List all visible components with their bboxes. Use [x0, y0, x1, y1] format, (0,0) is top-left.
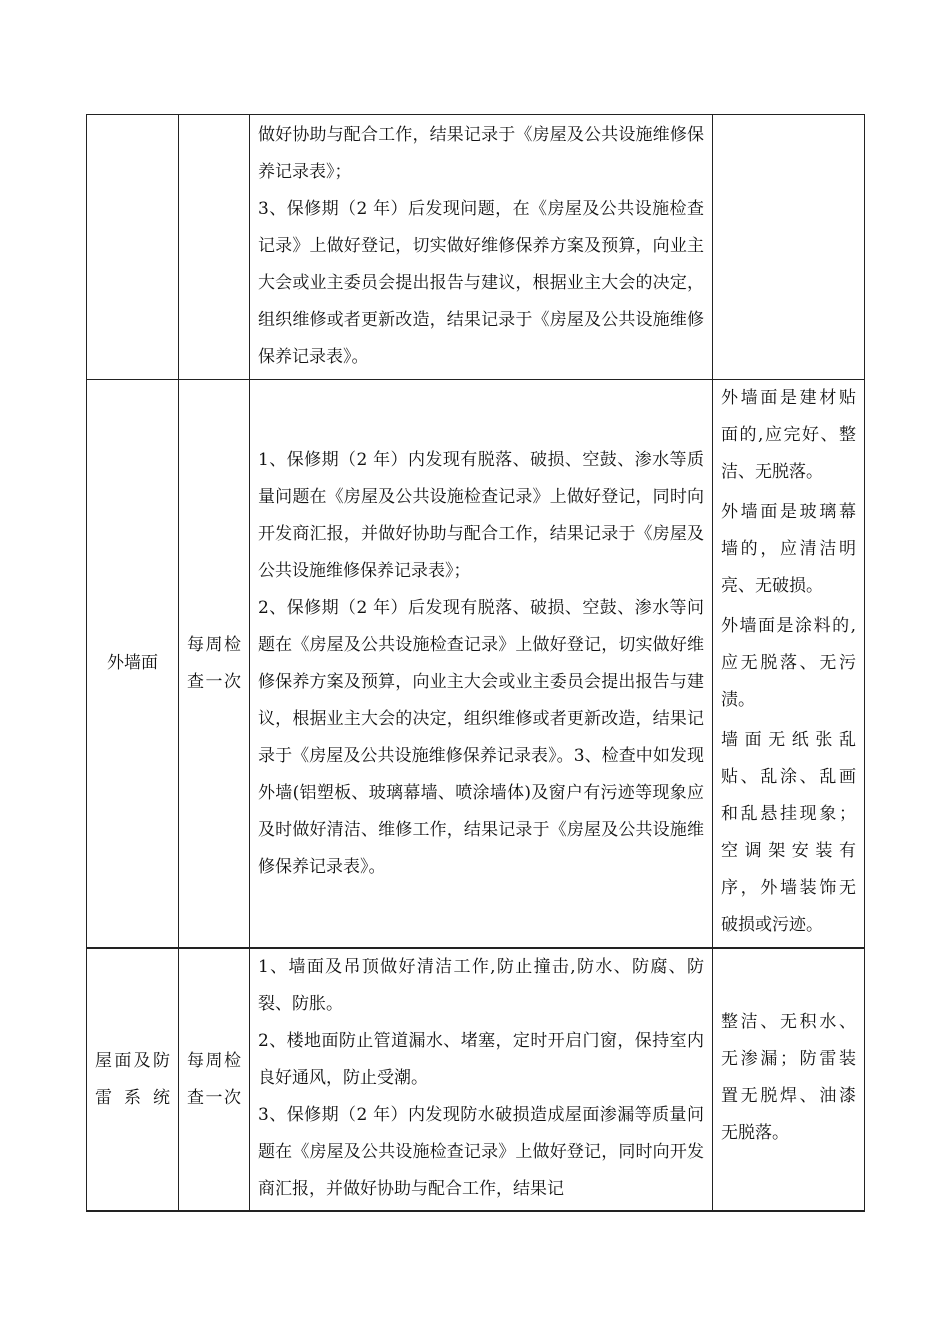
standard-paragraph: 墙面无纸张乱贴、乱涂、乱画和乱悬挂现象；空调架安装有序，外墙装饰无破损或污迹。: [721, 730, 856, 935]
item-name-cell: 外墙面: [87, 380, 179, 949]
standard-cell: [713, 380, 865, 949]
standard-paragraph: 外墙面是建材贴面的,应完好、整洁、无脱落。: [721, 388, 856, 482]
description-paragraph: 3、保修期（2 年）内发现防水破损造成屋面渗漏等质量问题在《房屋及公共设施检查记录》上做好登记，同时向开发商汇报，并做好协助与配合工作，结果记: [258, 1105, 704, 1199]
standard-cell: [713, 948, 865, 1211]
standard-paragraph: 整洁、无积水、无渗漏；防雷装置无脱焊、油漆无脱落。: [721, 1012, 856, 1143]
description-cell: [250, 948, 713, 1211]
description-paragraph: 3、保修期（2 年）后发现问题，在《房屋及公共设施检查记录》上做好登记，切实做好维修保养方案及预算，向业主大会或业主委员会提出报告与建议，根据业主大会的决定，组织维修或者更新改造，结果记录于《房屋及公共设施维修保养记录表》。: [258, 199, 704, 367]
table-row: [87, 380, 865, 949]
standard-paragraph: 外墙面是涂料的,应无脱落、无污渍。: [721, 616, 856, 710]
description-paragraph: 2、保修期（2 年）后发现有脱落、破损、空鼓、渗水等问题在《房屋及公共设施检查记录》上做好登记，切实做好维修保养方案及预算，向业主大会或业主委员会提出报告与建议，根据业主大会的决定，组织维修或者更新改造，结果记录于《房屋及公共设施维修保养记录表》。3、检查中如发现外墙(铝塑板、玻璃幕墙、喷涂墙体)及窗户有污迹等现象应及时做好清洁、维修工作，结果记录于《房屋及公共设施维修保养记录表》。: [258, 597, 704, 877]
description-paragraph: 1、保修期（2 年）内发现有脱落、破损、空鼓、渗水等质量问题在《房屋及公共设施检查记录》上做好登记，同时向开发商汇报，并做好协助与配合工作，结果记录于《房屋及公共设施维修保养记录表》；: [258, 449, 704, 581]
description-paragraph: 1、墙面及吊顶做好清洁工作,防止撞击,防水、防腐、防裂、防胀。: [258, 957, 704, 1014]
maintenance-table: [86, 114, 865, 1212]
frequency-cell: [179, 115, 250, 380]
item-name-cell: 屋面及防雷系统: [87, 948, 179, 1211]
frequency-cell: 每周检查一次: [179, 380, 250, 949]
description-cell: [250, 115, 713, 380]
description-cell: [250, 380, 713, 949]
item-name-cell: [87, 115, 179, 380]
standard-paragraph: 外墙面是玻璃幕墙的，应清洁明亮、无破损。: [721, 502, 856, 596]
description-paragraph: 做好协助与配合工作，结果记录于《房屋及公共设施维修保养记录表》；: [258, 125, 704, 182]
standard-cell: [713, 115, 865, 380]
table-row: [87, 115, 865, 380]
frequency-cell: 每周检查一次: [179, 948, 250, 1211]
table-row: [87, 948, 865, 1211]
description-paragraph: 2、楼地面防止管道漏水、堵塞，定时开启门窗，保持室内良好通风，防止受潮。: [258, 1031, 704, 1088]
